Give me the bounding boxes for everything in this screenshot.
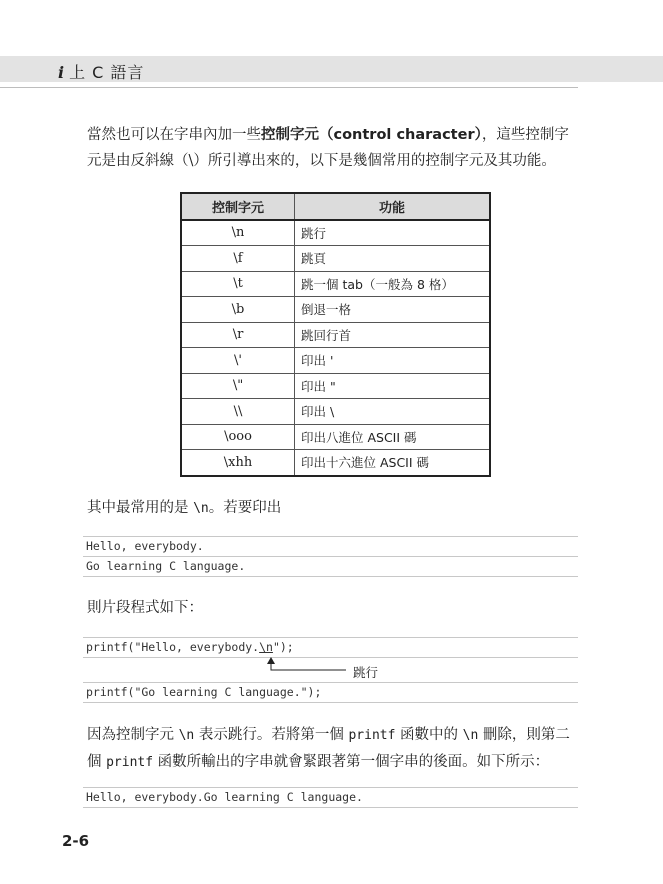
table-cell-function: 印出八進位 ASCII 碼: [295, 424, 491, 450]
table-row: [181, 399, 490, 425]
table-cell-function: 倒退一格: [295, 297, 491, 323]
page-number: 2-6: [62, 832, 90, 850]
code-line-1-post: ");: [272, 640, 294, 654]
table-row: [181, 297, 490, 323]
code-line: Hello, everybody.: [83, 536, 578, 556]
intro-paragraph: [87, 122, 582, 174]
usage-code: \n: [193, 501, 209, 516]
code-line: Go learning C language.: [83, 556, 578, 577]
explain-text-5: 函數所輸出的字串就會緊跟著第一個字串的後面。如下所示：: [153, 754, 550, 770]
explanation-paragraph: [87, 722, 582, 776]
explain-text-3: 函數中的: [395, 727, 463, 743]
program-intro: 則片段程式如下：: [87, 600, 203, 616]
table-cell-key: \n: [181, 220, 295, 246]
table-header-key: 控制字元: [181, 193, 295, 220]
header-rule: [0, 87, 578, 88]
table-cell-key: \f: [181, 246, 295, 272]
explain-text-2: 表示跳行。若將第一個: [194, 727, 349, 743]
table-row: [181, 450, 490, 476]
table-cell-function: 印出十六進位 ASCII 碼: [295, 450, 491, 476]
explain-code-3: \n: [462, 728, 479, 743]
table-cell-function: 跳一個 tab（一般為 8 格）: [295, 271, 491, 297]
table-cell-key: \t: [181, 271, 295, 297]
code-line-1-pre: printf("Hello, everybody.: [86, 640, 260, 654]
usage-text-1: 其中最常用的是: [87, 500, 194, 516]
table-cell-function: 跳頁: [295, 246, 491, 272]
table-row: [181, 322, 490, 348]
table-row: [181, 220, 490, 246]
table-cell-key: \xhh: [181, 450, 295, 476]
code-line: Hello, everybody.Go learning C language.: [83, 787, 578, 808]
table-row: [181, 246, 490, 272]
code-line: printf("Go learning C language.");: [83, 682, 578, 703]
table-row: [181, 348, 490, 374]
explain-code-2: printf: [348, 728, 396, 743]
table-row: [181, 271, 490, 297]
table-cell-function: 印出 ': [295, 348, 491, 374]
table-cell-function: 跳行: [295, 220, 491, 246]
header-title-prefix: i: [58, 63, 66, 82]
intro-bold-term: 控制字元（control character）: [261, 127, 482, 143]
annotation-label: 跳行: [353, 665, 379, 680]
table-cell-key: \\: [181, 399, 295, 425]
table-cell-function: 跳回行首: [295, 322, 491, 348]
table-cell-key: \ooo: [181, 424, 295, 450]
callout-arrow: [83, 657, 578, 683]
table-header-row: [181, 193, 490, 220]
table-cell-function: 印出 ": [295, 373, 491, 399]
table-cell-key: \b: [181, 297, 295, 323]
code-line: [83, 637, 578, 658]
explain-text-4: 刪除，則第二個: [87, 727, 570, 770]
table-row: [181, 424, 490, 450]
table-cell-function: 印出 \: [295, 399, 491, 425]
output-block-1: [83, 536, 578, 577]
explain-text-1: 因為控制字元: [87, 727, 179, 743]
usage-text-2: 。若要印出: [208, 500, 282, 516]
usage-paragraph: [87, 495, 582, 522]
program-block-2: [83, 682, 578, 703]
explain-code-4: printf: [106, 755, 154, 770]
intro-text-2: ，這些控制字元是由反斜線（\）所引導出來的，以下是幾個常用的控制字元及其功能。: [87, 127, 569, 169]
output-block-2: [83, 787, 578, 808]
running-header: [58, 60, 144, 83]
table-row: [181, 373, 490, 399]
program-block: [83, 637, 578, 658]
intro-text-1: 當然也可以在字串內加一些: [87, 127, 261, 143]
table-cell-key: \': [181, 348, 295, 374]
table-cell-key: \": [181, 373, 295, 399]
table-header-function: 功能: [295, 193, 491, 220]
escape-sequence: \n: [259, 640, 273, 654]
control-character-table: [180, 192, 491, 477]
annotation-callout: [83, 657, 578, 683]
explain-code-1: \n: [178, 728, 195, 743]
table-cell-key: \r: [181, 322, 295, 348]
header-title: 上 C 語言: [69, 63, 145, 82]
